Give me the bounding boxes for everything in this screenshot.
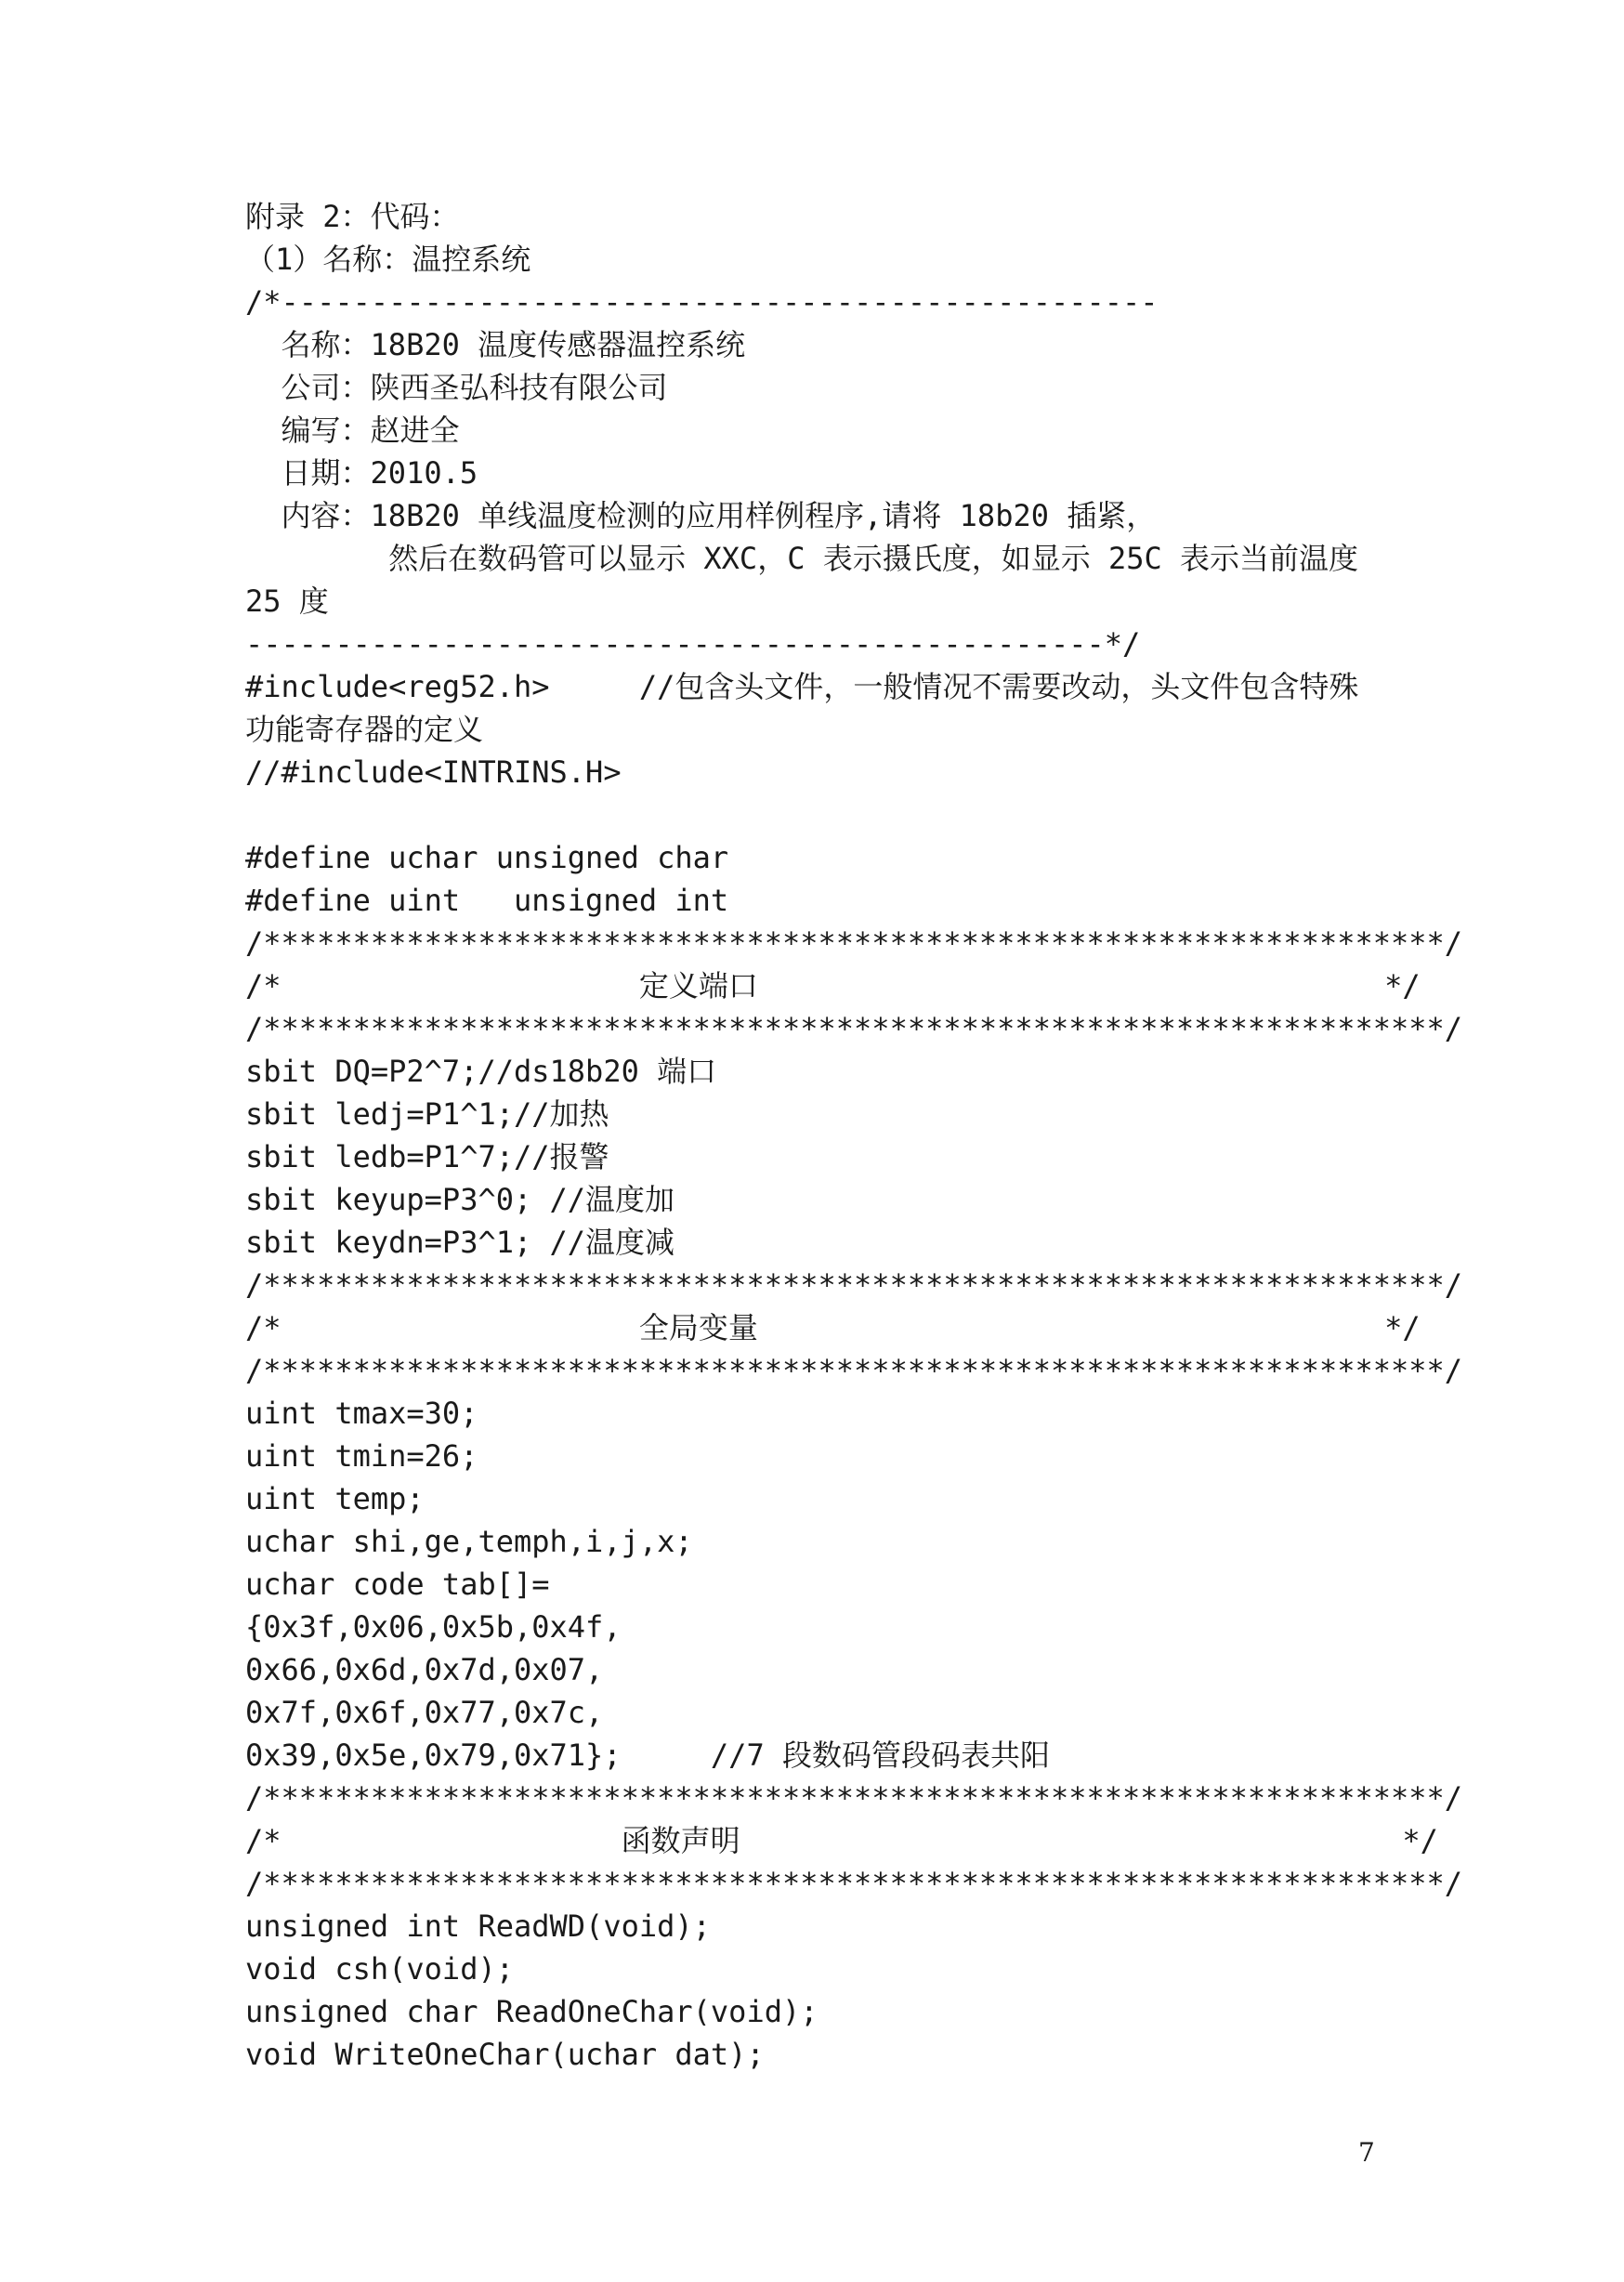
- code-line: sbit keydn=P3^1; //温度减: [245, 1225, 675, 1260]
- code-line: /******************************************************************/: [245, 1780, 1463, 1816]
- code-listing: [245, 195, 1463, 2076]
- code-line: 日期：2010.5: [245, 455, 478, 491]
- code-line: ------------------------------------------------*/: [245, 626, 1141, 662]
- code-line: unsigned char ReadOneChar(void);: [245, 1994, 819, 2029]
- code-line: sbit DQ=P2^7;//ds18b20 端口: [245, 1054, 717, 1089]
- code-line: [245, 793, 1397, 836]
- code-line: 编写：赵进全: [245, 413, 460, 448]
- code-line: /*-------------------------------------------------: [245, 284, 1159, 320]
- code-line: 名称：18B20 温度传感器温控系统: [245, 327, 746, 362]
- code-line: uint tmax=30;: [245, 1396, 478, 1431]
- code-line: sbit ledb=P1^7;//报警: [245, 1139, 609, 1174]
- code-line: sbit ledj=P1^1;//加热: [245, 1096, 609, 1132]
- code-line: 0x39,0x5e,0x79,0x71}; //7 段数码管段码表共阳: [245, 1738, 1050, 1773]
- code-line: /******************************************************************/: [245, 925, 1463, 961]
- code-line: （1）名称：温控系统: [245, 242, 531, 277]
- code-line: unsigned int ReadWD(void);: [245, 1908, 711, 1944]
- code-line: uchar shi,ge,temph,i,j,x;: [245, 1524, 693, 1559]
- code-line: #include<reg52.h> //包含头文件，一般情况不需要改动，头文件包含特殊: [245, 669, 1359, 704]
- page-number: 7: [1358, 2137, 1375, 2168]
- code-line: void csh(void);: [245, 1951, 514, 1987]
- code-line: //#include<INTRINS.H>: [245, 754, 622, 790]
- code-line: /* 函数声明 */: [245, 1823, 1438, 1858]
- code-line: 内容：18B20 单线温度检测的应用样例程序,请将 18b20 插紧，: [245, 498, 1157, 533]
- code-line: /******************************************************************/: [245, 1353, 1463, 1388]
- code-line: /* 定义端口 */: [245, 968, 1421, 1003]
- code-line: /******************************************************************/: [245, 1267, 1463, 1303]
- code-line: 25 度: [245, 584, 329, 619]
- code-line: 0x66,0x6d,0x7d,0x07,: [245, 1652, 604, 1687]
- code-line: uint tmin=26;: [245, 1438, 478, 1474]
- code-line: /******************************************************************/: [245, 1011, 1463, 1046]
- code-line: 公司：陕西圣弘科技有限公司: [245, 370, 668, 405]
- code-line: 0x7f,0x6f,0x77,0x7c,: [245, 1695, 604, 1730]
- code-line: 功能寄存器的定义: [245, 712, 484, 747]
- code-line: uchar code tab[]=: [245, 1567, 550, 1602]
- code-line: 然后在数码管可以显示 XXC，C 表示摄氏度，如显示 25C 表示当前温度: [245, 541, 1359, 576]
- code-line: #define uchar unsigned char: [245, 840, 729, 875]
- code-line: {0x3f,0x06,0x5b,0x4f,: [245, 1609, 622, 1645]
- code-line: /* 全局变量 */: [245, 1310, 1421, 1345]
- code-line: #define uint unsigned int: [245, 883, 729, 918]
- code-line: sbit keyup=P3^0; //温度加: [245, 1182, 675, 1217]
- code-line: 附录 2：代码：: [245, 199, 460, 234]
- code-line: /******************************************************************/: [245, 1866, 1463, 1901]
- code-line: void WriteOneChar(uchar dat);: [245, 2037, 765, 2072]
- code-line: uint temp;: [245, 1481, 425, 1516]
